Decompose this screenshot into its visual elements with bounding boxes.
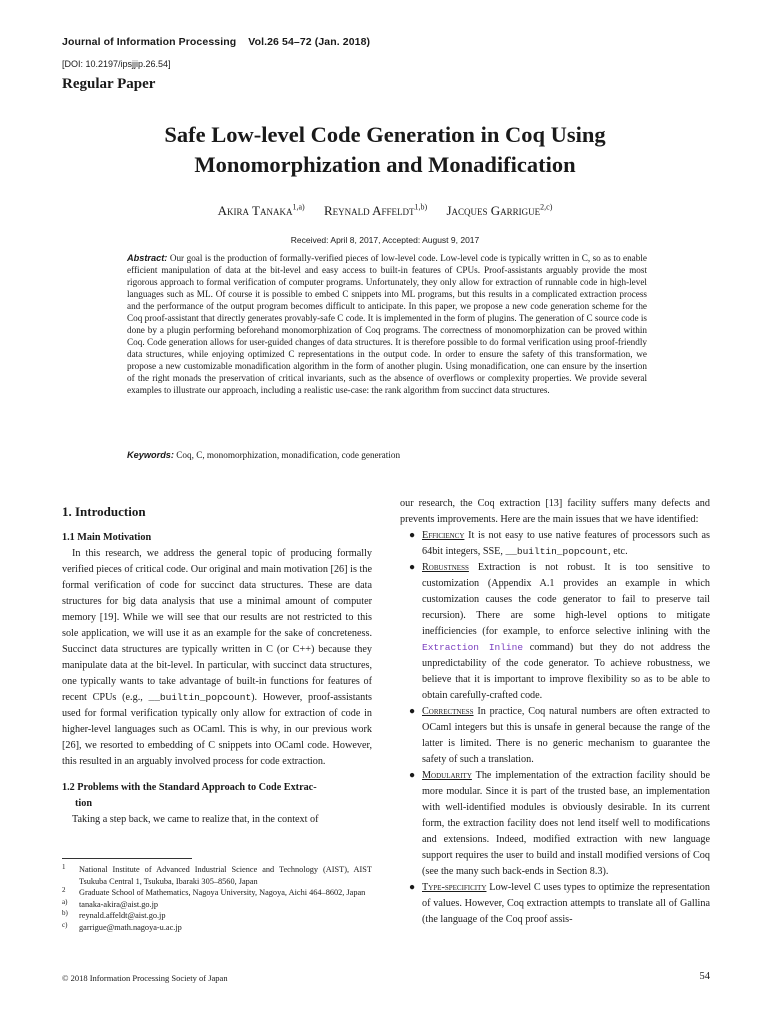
footnote-mark: b) (62, 909, 68, 918)
list-item (400, 560, 710, 704)
footnote (62, 899, 372, 911)
paragraph-motivation (62, 546, 372, 770)
footnote-text: reynald.affeldt@aist.go.jp (79, 911, 166, 921)
bullet-icon: ● (409, 530, 416, 541)
author-2 (324, 203, 427, 218)
footnote-mark: a) (62, 897, 68, 906)
inline-code: __builtin_popcount (148, 692, 252, 703)
subsection-heading-problems-cont: tion (75, 798, 92, 809)
keywords-text: Coq, C, monomorphization, monadification, code generation (176, 450, 401, 460)
footnote (62, 922, 372, 934)
author-name: Jacques Garrigue (446, 203, 541, 219)
issue-text: The implementation of the extraction facility should be more modular. Since it is part of the trusted base, an implementation with well-identified modules is obviously desirable. In its current form, the extraction facility does not lend itself well to modifications and extensions. Indeed, modified extraction with new language support requires the user to build and install modified versions of Coq (see the many such back-ends in Section 8.3). (422, 770, 710, 877)
issue-term: Efficiency (422, 530, 465, 541)
inline-code-link[interactable]: Extraction Inline (422, 642, 524, 653)
abstract-label: Abstract: (127, 253, 168, 263)
author-list (60, 203, 710, 219)
list-item (400, 768, 710, 880)
issue-text: Low-level C uses types to optimize the representation of values. However, Coq extraction attempts to translate all of Gallina (the language of the Coq proof assis- (422, 882, 710, 925)
list-item (400, 528, 710, 560)
keywords (127, 450, 647, 460)
issue-text: , etc. (608, 546, 628, 557)
inline-code: __builtin_popcount (505, 546, 609, 557)
left-column (62, 498, 372, 828)
paper-type: Regular Paper (62, 76, 156, 92)
bullet-icon: ● (409, 770, 416, 781)
issue-text: Extraction is not robust. It is too sensitive to customization (Appendix A.1 provides an example in which customization causes the code generator to fail to preserve tail recursion). There are some high-level options to mitigate inefficiencies (for example, to enforce selective inlining with the (422, 562, 710, 637)
author-3 (446, 203, 552, 218)
paragraph-problems: Taking a step back, we came to realize that, in the context of (72, 814, 319, 825)
received-dates: Received: April 8, 2017, Accepted: August 9, 2017 (290, 235, 480, 245)
bullet-icon: ● (409, 882, 416, 893)
footnote-rule (62, 858, 192, 859)
journal-volume: Vol.26 54–72 (Jan. 2018) (248, 36, 371, 48)
journal-name: Journal of Information Processing (62, 36, 237, 48)
footnote-mark: c) (62, 920, 68, 929)
author-name: Reynald Affeldt (323, 203, 415, 219)
paragraph-issues-intro: our research, the Coq extraction [13] facility suffers many defects and prevents improvements. Here are the main issues that we have identified: (400, 498, 710, 525)
subsection-heading-problems: 1.2 Problems with the Standard Approach to Code Extrac- (62, 782, 317, 793)
footnotes (62, 864, 372, 934)
copyright: © 2018 Information Processing Society of Japan (62, 973, 228, 983)
keywords-label: Keywords: (127, 450, 174, 460)
author-mark: 2,c) (540, 203, 553, 212)
issue-text: In practice, Coq natural numbers are often extracted to OCaml integers but this is unsafe in general because the range of the latter is limited. There is no generic mechanism to guarantee the safety of such a translation. (422, 706, 710, 765)
author-mark: 1,a) (292, 203, 305, 212)
footnote (62, 864, 372, 887)
title-line-1: Safe Low-level Code Generation in Coq Using (164, 122, 606, 147)
list-item (400, 704, 710, 768)
paragraph-text: In this research, we address the general topic of producing formally verified pieces of critical code. Our original and main motivation [26] is the formal verification of code for succinct data structures. These are data structures for big data analysis that use a minimal amount of computer memory [19]. While we will see that our results are not restricted to this sole application, we will use it as an example for the sake of concreteness. Succinct data structures are typically written in C (or C++) because they manipulate data at the bit-level. In particular, with succinct data structures, one typically wants to take advantage of built-in functions for features of recent CPUs (e.g., (62, 548, 372, 703)
paragraph-text: ). However, proof-assistants used for formal verification typically only allow for extraction of code in higher-level languages such as OCaml. This is why, in our previous work [26], we resorted to embedding of C snippets into OCaml code. However, this resulted in an arguably involved process for code extraction. (62, 692, 372, 767)
author-name: Akira Tanaka (217, 203, 293, 219)
page-number: 54 (699, 971, 710, 982)
issue-text: It is not easy to use native features of processors such as 64bit integers, SSE, (422, 530, 710, 557)
footnote (62, 887, 372, 899)
footnote-text: garrigue@math.nagoya-u.ac.jp (79, 922, 182, 932)
list-item (400, 880, 710, 928)
bullet-icon: ● (409, 562, 416, 573)
section-heading-introduction: 1. Introduction (62, 504, 146, 519)
footnote-text: tanaka-akira@aist.go.jp (79, 899, 159, 909)
footnote-mark: 1 (62, 863, 66, 871)
footnote-mark: 2 (62, 886, 66, 895)
right-column (400, 496, 710, 928)
issue-term: Modularity (422, 770, 472, 781)
footnote-text: National Institute of Advanced Industrial Science and Technology (AIST), AIST Tsukuba Central 1, Tsukuba, Ibaraki 305–8560, Japan (79, 865, 372, 886)
issue-text: command) but they do not address the unpredictability of the code generator. To achieve robustness, we believe that it is important to improve flexibility so as to be able to obtain carefully-crafted code. (422, 642, 710, 701)
issue-term: Correctness (422, 706, 474, 717)
journal-header (62, 36, 370, 48)
issue-list (400, 528, 710, 928)
title-line-2: Monomorphization and Monadification (194, 152, 576, 177)
doi: [DOI: 10.2197/ipsjjip.26.54] (62, 59, 171, 69)
author-1 (218, 203, 305, 218)
footnote (62, 910, 372, 922)
subsection-heading-main-motivation: 1.1 Main Motivation (62, 532, 152, 543)
bullet-icon: ● (409, 706, 416, 717)
issue-term: Type-specificity (422, 882, 487, 893)
paper-title (60, 120, 710, 180)
footnote-text: Graduate School of Mathematics, Nagoya University, Nagoya, Aichi 464–8602, Japan (79, 888, 366, 898)
abstract (127, 252, 647, 396)
abstract-text: Our goal is the production of formally-verified pieces of low-level code. Low-level code is typically written in C, so as to enable efficient manipulation of data at the bit-level and easy access to built-in features of CPUs. Proof-assistants arguably provide the most rigorous approach to formal verification of computer programs. Unfortunately, they only allow for extraction of runnable code in high-level languages such as ML. Of course it is possible to embed C snippets into ML programs, but this results in a complicated extraction process and the performance of the output program becomes difficult to anticipate. In this paper, we propose a new code generation scheme for the Coq proof-assistant that directly generates provably-safe C code. It is implemented in the form of plugins. The generation of C source code is done by a plugin performing beforehand monomorphization of Coq programs. The correctness of monomorphization can be proved within Coq. Code generation allows for user-guided changes of data structures. It is therefore possible to do formal verification using proof-friendly data structures, while enjoying optimized C representations in the output code. In order to ensure the safety of this transformation, we propose a new customizable monadification algorithm in the form of another plugin. Using monadification, one can ensure by the insertion of the right monads the preservation of critical invariants, such as the absence of overflows or complexity properties. We provide several examples to illustrate our approach, including a realistic use-case: the rank algorithm from succinct data structures. (127, 253, 647, 395)
author-mark: 1,b) (414, 203, 428, 212)
issue-term: Robustness (422, 562, 469, 573)
